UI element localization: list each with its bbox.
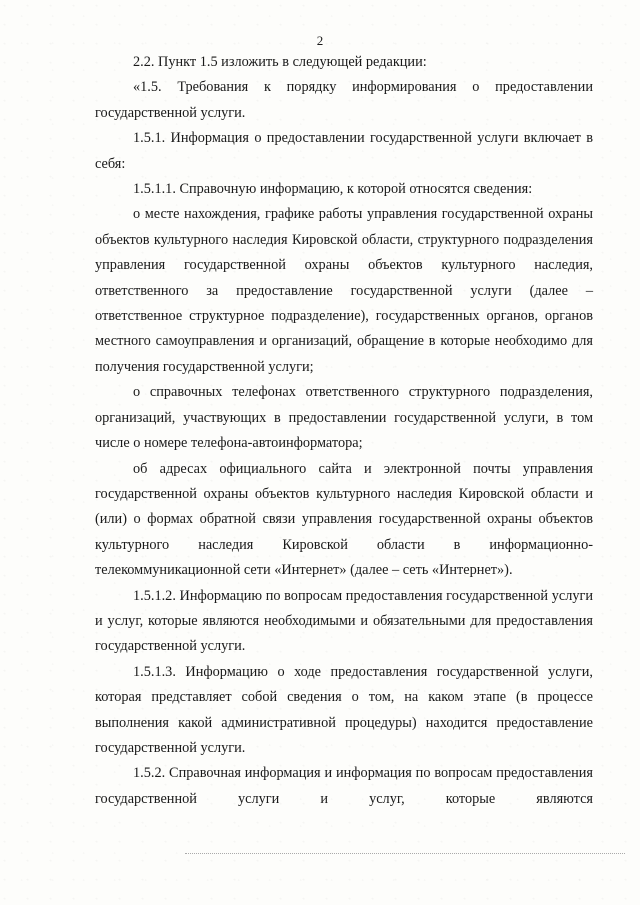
paragraph-1-5-1-3: 1.5.1.3. Информацию о ходе предоставления государственной услуги, которая представляет собой сведения о том, на каком этапе (в процессе выполнения какой административной процедуры) находится предоставление государственной услуги. <box>95 663 593 756</box>
paragraph-1-5-1-1: 1.5.1.1. Справочную информацию, к которой относятся сведения: <box>133 181 533 198</box>
paragraph-1-5: «1.5. Требования к порядку информирования о предоставлении государственной услуги. <box>95 79 593 121</box>
paragraph-1-5-1: 1.5.1. Информация о предоставлении государственной услуги включает в себя: <box>95 130 593 172</box>
paragraph-2-2: 2.2. Пункт 1.5 изложить в следующей редакции: <box>133 54 427 70</box>
paragraph-1-5-1-2: 1.5.1.2. Информацию по вопросам предоставления государственной услуги и услуг, которые являются необходимыми и обязательными для предоставления государственной услуги. <box>95 587 593 655</box>
document-body <box>95 50 593 812</box>
paragraph-location-info: о месте нахождения, графике работы управления государственной охраны объектов культурного наследия Кировской области, структурного подразделения управления государственной охраны объектов культурного наследия, ответственного за предоставление государственной услуги (далее – ответственное структурное подразделение), государственных органов, органов местного самоуправления и организаций, обращение в которые необходимо для получения государственной услуги; <box>95 206 593 375</box>
paragraph-phone-info: о справочных телефонах ответственного структурного подразделения, организаций, участвующих в предоставлении государственной услуги, в том числе о номере телефона-автоинформатора; <box>95 384 593 452</box>
page-number: 2 <box>316 33 324 48</box>
paragraph-website-info: об адресах официального сайта и электронной почты управления государственной охраны объектов культурного наследия Кировской области и (или) о формах обратной связи управления государственной охраны объектов культурного наследия Кировской области в информационно-телекоммуникационной сети «Интернет» (далее – сеть «Интернет»). <box>95 460 593 579</box>
scan-footer-line <box>185 853 625 854</box>
paragraph-1-5-2: 1.5.2. Справочная информация и информация по вопросам предоставления государственной услуги и услуг, которые являются <box>95 765 593 807</box>
